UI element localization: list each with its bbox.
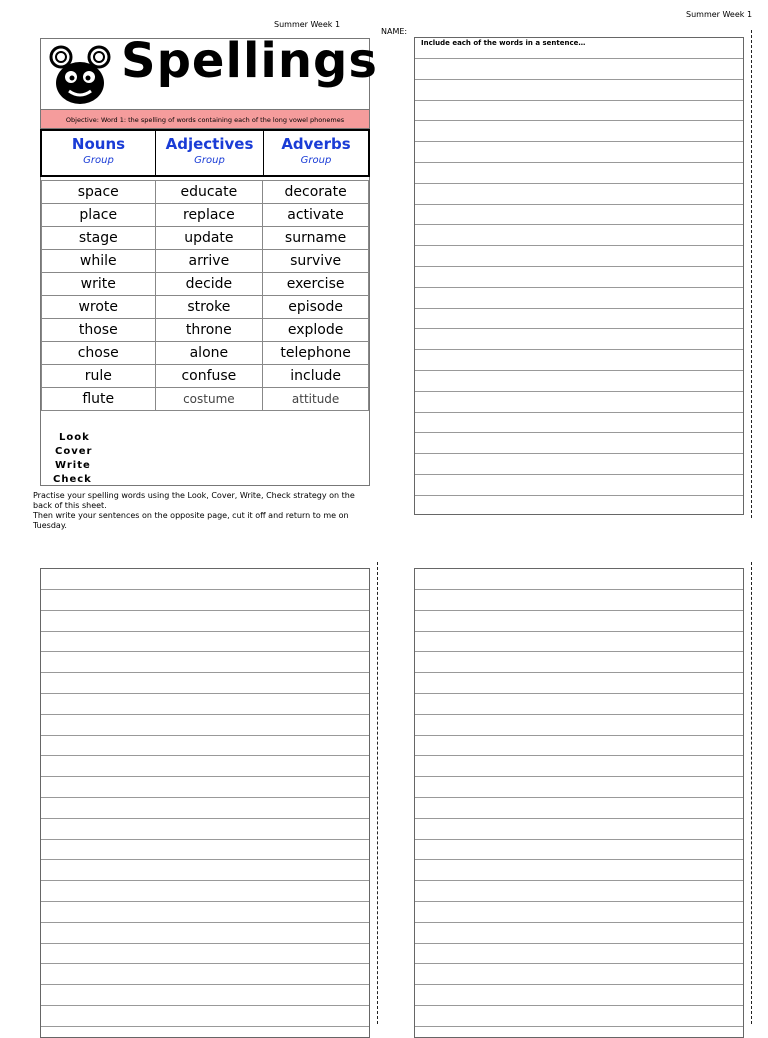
ruled-line xyxy=(41,839,369,840)
sentence-writing-box[interactable] xyxy=(414,37,744,515)
word-cell: replace xyxy=(155,204,263,227)
ruled-line xyxy=(41,755,369,756)
ruled-line xyxy=(415,120,743,121)
header-adverbs xyxy=(264,131,368,175)
ruled-line xyxy=(41,943,369,944)
ruled-line xyxy=(41,631,369,632)
strategy-look: Look xyxy=(59,432,90,443)
table-row xyxy=(42,296,369,319)
ruled-line xyxy=(415,204,743,205)
ruled-line xyxy=(41,818,369,819)
ruled-line xyxy=(415,755,743,756)
word-cell: stroke xyxy=(155,296,263,319)
objective-banner: Objective: Word 1: the spelling of words containing each of the long vowel phonemes xyxy=(41,109,369,129)
table-row xyxy=(42,365,369,388)
word-cell: while xyxy=(42,250,156,273)
header-adjectives-label: Adjectives xyxy=(165,135,254,153)
word-cell: explode xyxy=(263,319,369,342)
ruled-line xyxy=(415,79,743,80)
header-nouns-label: Nouns xyxy=(71,135,126,153)
ruled-line xyxy=(41,1026,369,1027)
word-cell: activate xyxy=(263,204,369,227)
ruled-line xyxy=(415,797,743,798)
ruled-line xyxy=(415,349,743,350)
table-row xyxy=(42,250,369,273)
look-cover-write-check xyxy=(53,431,92,487)
header-adverbs-group: Group xyxy=(300,155,332,166)
word-cell: update xyxy=(155,227,263,250)
ruled-line xyxy=(41,776,369,777)
word-cell: surname xyxy=(263,227,369,250)
robot-mascot-icon xyxy=(49,45,111,107)
ruled-line xyxy=(415,141,743,142)
week-label-right: Summer Week 1 xyxy=(686,10,753,19)
spelling-card xyxy=(40,33,378,486)
word-cell: stage xyxy=(42,227,156,250)
strategy-cover: Cover xyxy=(55,446,93,457)
ruled-line xyxy=(415,1026,743,1027)
table-row xyxy=(42,181,369,204)
ruled-line xyxy=(415,714,743,715)
instructions xyxy=(33,491,368,531)
ruled-line xyxy=(41,963,369,964)
ruled-line xyxy=(415,984,743,985)
week-label-left: Summer Week 1 xyxy=(274,20,341,29)
word-cell: survive xyxy=(263,250,369,273)
ruled-line xyxy=(415,328,743,329)
ruled-line xyxy=(415,901,743,902)
ruled-line xyxy=(415,391,743,392)
ruled-line xyxy=(415,651,743,652)
ruled-line xyxy=(41,922,369,923)
ruled-line xyxy=(41,693,369,694)
page-title: Spellings xyxy=(121,33,378,89)
table-row xyxy=(42,273,369,296)
ruled-line xyxy=(415,100,743,101)
ruled-line xyxy=(415,453,743,454)
table-row xyxy=(42,342,369,365)
word-cell: flute xyxy=(42,388,156,411)
ruled-line xyxy=(415,224,743,225)
sentence-box-heading: Include each of the words in a sentence… xyxy=(421,39,586,47)
table-row xyxy=(42,388,369,411)
instructions-line-1: Practise your spelling words using the Look, Cover, Write, Check strategy on the back of this sheet. xyxy=(33,491,355,510)
ruled-line xyxy=(415,672,743,673)
ruled-line xyxy=(415,245,743,246)
name-label: NAME: xyxy=(381,27,408,36)
ruled-line xyxy=(415,162,743,163)
ruled-line xyxy=(41,901,369,902)
word-cell: chose xyxy=(42,342,156,365)
practice-box-right[interactable] xyxy=(414,568,744,1038)
ruled-line xyxy=(41,1005,369,1006)
ruled-line xyxy=(415,1005,743,1006)
ruled-line xyxy=(415,735,743,736)
ruled-line xyxy=(41,880,369,881)
word-cell: costume xyxy=(155,388,263,411)
ruled-line xyxy=(415,287,743,288)
word-cell: confuse xyxy=(155,365,263,388)
table-row xyxy=(42,227,369,250)
ruled-line xyxy=(415,776,743,777)
word-cell: exercise xyxy=(263,273,369,296)
strategy-write: Write xyxy=(55,460,91,471)
ruled-line xyxy=(415,631,743,632)
word-cell: educate xyxy=(155,181,263,204)
word-cell: write xyxy=(42,273,156,296)
ruled-line xyxy=(41,859,369,860)
cut-line-middle xyxy=(377,562,378,1024)
word-cell: wrote xyxy=(42,296,156,319)
header-nouns xyxy=(42,131,156,175)
instructions-line-2: Then write your sentences on the opposite page, cut it off and return to me on Tuesday. xyxy=(33,511,349,530)
ruled-line xyxy=(415,589,743,590)
table-row xyxy=(42,204,369,227)
header-adjectives xyxy=(156,131,264,175)
ruled-line xyxy=(415,818,743,819)
header-nouns-group: Group xyxy=(83,155,114,166)
ruled-line xyxy=(415,474,743,475)
ruled-line xyxy=(415,943,743,944)
ruled-line xyxy=(415,922,743,923)
word-cell: attitude xyxy=(263,388,369,411)
ruled-line xyxy=(41,714,369,715)
ruled-line xyxy=(41,797,369,798)
title-banner xyxy=(41,33,378,109)
ruled-line xyxy=(415,308,743,309)
strategy-check: Check xyxy=(53,474,92,485)
word-cell: episode xyxy=(263,296,369,319)
ruled-line xyxy=(41,589,369,590)
cut-line-far-right xyxy=(751,562,752,1024)
word-cell: those xyxy=(42,319,156,342)
word-cell: alone xyxy=(155,342,263,365)
column-headers xyxy=(40,129,370,177)
ruled-line xyxy=(415,266,743,267)
ruled-line xyxy=(415,183,743,184)
word-cell: decide xyxy=(155,273,263,296)
ruled-line xyxy=(41,610,369,611)
header-adjectives-group: Group xyxy=(194,155,225,166)
header-adverbs-label: Adverbs xyxy=(281,135,351,153)
ruled-line xyxy=(41,984,369,985)
practice-box-left[interactable] xyxy=(40,568,370,1038)
ruled-line xyxy=(415,495,743,496)
ruled-line xyxy=(415,412,743,413)
ruled-line xyxy=(41,735,369,736)
ruled-line xyxy=(415,963,743,964)
table-row xyxy=(42,319,369,342)
word-cell: include xyxy=(263,365,369,388)
ruled-line xyxy=(41,672,369,673)
cut-line-right xyxy=(751,30,752,518)
word-cell: decorate xyxy=(263,181,369,204)
word-cell: throne xyxy=(155,319,263,342)
word-cell: rule xyxy=(42,365,156,388)
ruled-line xyxy=(415,370,743,371)
word-cell: telephone xyxy=(263,342,369,365)
word-cell: arrive xyxy=(155,250,263,273)
ruled-line xyxy=(415,859,743,860)
ruled-line xyxy=(415,693,743,694)
ruled-line xyxy=(415,432,743,433)
spelling-word-table xyxy=(41,180,369,411)
word-cell: space xyxy=(42,181,156,204)
ruled-line xyxy=(415,58,743,59)
ruled-line xyxy=(41,651,369,652)
ruled-line xyxy=(415,839,743,840)
word-cell: place xyxy=(42,204,156,227)
ruled-line xyxy=(415,880,743,881)
ruled-line xyxy=(415,610,743,611)
